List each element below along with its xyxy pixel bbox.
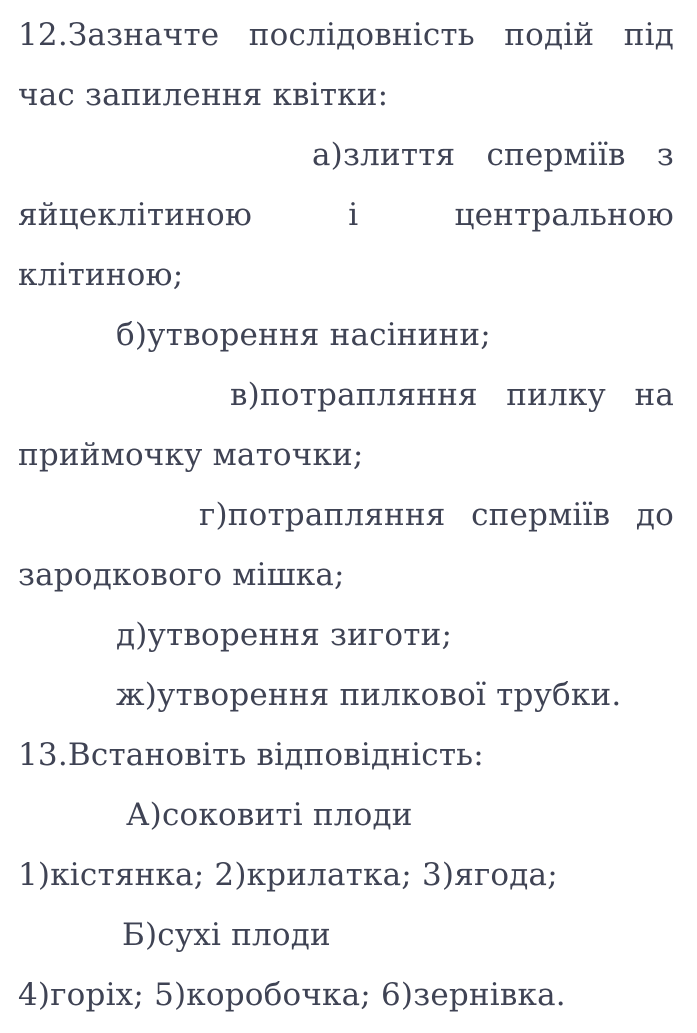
q12-title-word: під <box>623 17 674 53</box>
q12-option-g-words <box>18 493 674 537</box>
q12-option-d: д)утворення зиготи; <box>116 617 453 653</box>
q13-group-a-items: 1)кістянка; 2)крилатка; 3)ягода; <box>18 857 558 893</box>
q13-group-a-heading: А)соковиті плоди <box>126 797 413 833</box>
q12-title-continuation: час запилення квітки: <box>18 77 389 113</box>
q12-option-v-words <box>18 373 674 417</box>
q12-option-v-word: в)потрапляння <box>230 377 478 413</box>
q13-group-b-items: 4)горіх; 5)коробочка; 6)зернівка. <box>18 977 566 1013</box>
q12-option-a-continuation <box>18 193 674 237</box>
q12-option-g-word: спермiїв <box>471 497 611 533</box>
q12-option-b: б)утворення насінини; <box>116 317 491 353</box>
q12-title-word: послідовність <box>248 17 475 53</box>
q12-title-line <box>18 13 674 57</box>
q12-option-g-word: г)потрапляння <box>199 497 446 533</box>
q12-option-g-continuation: зародкового мішка; <box>18 557 345 593</box>
q13-group-b-heading: Б)сухі плоди <box>122 917 331 953</box>
q12-option-a-word: центральною <box>454 197 674 233</box>
q12-option-v <box>18 373 674 417</box>
q12-title-word: 12.Зазначте <box>18 17 220 53</box>
q12-option-a <box>18 133 674 177</box>
q12-option-a-word: спермiїв <box>486 137 626 173</box>
q12-option-g <box>18 493 674 537</box>
q12-option-v-word: пилку <box>506 377 606 413</box>
q12-option-zh: ж)утворення пилкової трубки. <box>116 677 622 713</box>
q13-title: 13.Встановіть відповідність: <box>18 737 484 773</box>
q12-option-a-word: а)злиття <box>312 137 456 173</box>
q12-option-a-end: клітиною; <box>18 257 184 293</box>
q12-option-v-continuation: приймочку маточки; <box>18 437 364 473</box>
q12-option-a-words <box>18 133 674 177</box>
q12-option-a-word: яйцеклітиною <box>18 197 253 233</box>
q12-title-word: подій <box>504 17 595 53</box>
q12-option-v-word: на <box>634 377 674 413</box>
q12-option-a-word: і <box>348 197 359 233</box>
q12-option-a-word: з <box>656 137 674 173</box>
q12-option-g-word: до <box>635 497 674 533</box>
